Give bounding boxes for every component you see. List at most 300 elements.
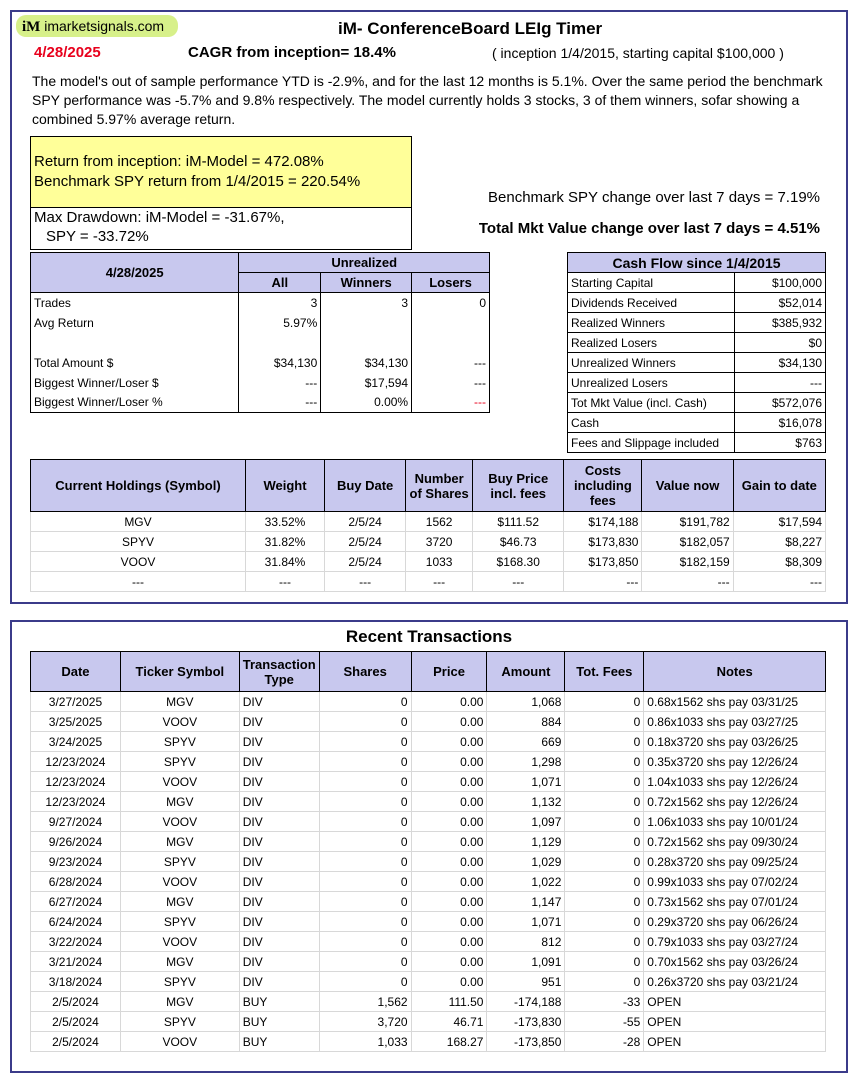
transaction-row bbox=[31, 812, 826, 832]
tx-price: 168.27 bbox=[411, 1032, 487, 1052]
transaction-row bbox=[31, 912, 826, 932]
holdings-col-value-now: Value now bbox=[642, 460, 733, 512]
tx-ticker: MGV bbox=[120, 792, 239, 812]
transactions-title: Recent Transactions bbox=[345, 627, 513, 646]
cash-flow-label: Unrealized Losers bbox=[568, 373, 735, 393]
tx-amount: 1,068 bbox=[487, 692, 565, 712]
holding-symbol: VOOV bbox=[31, 552, 246, 572]
cash-flow-value: $572,076 bbox=[735, 393, 826, 413]
tx-ticker: SPYV bbox=[120, 732, 239, 752]
transaction-row bbox=[31, 952, 826, 972]
holdings-col-buy-price: Buy Price incl. fees bbox=[473, 460, 564, 512]
winners-value bbox=[321, 333, 412, 353]
tx-price: 0.00 bbox=[411, 792, 487, 812]
holdings-col-costs: Costs including fees bbox=[564, 460, 642, 512]
tx-type: DIV bbox=[239, 712, 319, 732]
tx-fees: 0 bbox=[565, 812, 644, 832]
tx-fees: 0 bbox=[565, 752, 644, 772]
holding-gain: $17,594 bbox=[733, 512, 825, 532]
tx-fees: -33 bbox=[565, 992, 644, 1012]
all-value: 3 bbox=[239, 293, 321, 313]
transaction-row bbox=[31, 992, 826, 1012]
holding-shares: 1033 bbox=[406, 552, 473, 572]
tx-type: DIV bbox=[239, 732, 319, 752]
tx-amount: -173,830 bbox=[487, 1012, 565, 1032]
benchmark-return: Benchmark SPY return from 1/4/2015 = 220.54% bbox=[34, 173, 361, 190]
tx-fees: 0 bbox=[565, 792, 644, 812]
tx-ticker: MGV bbox=[120, 992, 239, 1012]
tx-ticker: SPYV bbox=[120, 972, 239, 992]
tx-notes: 0.29x3720 shs pay 06/26/24 bbox=[644, 912, 826, 932]
tx-price: 0.00 bbox=[411, 852, 487, 872]
tx-shares: 0 bbox=[319, 912, 411, 932]
tx-amount: 1,129 bbox=[487, 832, 565, 852]
tx-price: 0.00 bbox=[411, 732, 487, 752]
holding-buy-price: $111.52 bbox=[473, 512, 564, 532]
unrealized-table bbox=[30, 252, 490, 413]
cash-flow-label: Tot Mkt Value (incl. Cash) bbox=[568, 393, 735, 413]
tx-date: 2/5/2024 bbox=[31, 1012, 121, 1032]
losers-value bbox=[412, 333, 490, 353]
holdings-col-weight: Weight bbox=[245, 460, 324, 512]
all-value: $34,130 bbox=[239, 353, 321, 373]
tx-notes: 1.06x1033 shs pay 10/01/24 bbox=[644, 812, 826, 832]
tx-col-fees: Tot. Fees bbox=[565, 652, 644, 692]
unrealized-row bbox=[31, 373, 490, 393]
tx-price: 0.00 bbox=[411, 692, 487, 712]
tx-shares: 1,562 bbox=[319, 992, 411, 1012]
tx-notes: 1.04x1033 shs pay 12/26/24 bbox=[644, 772, 826, 792]
holdings-table bbox=[30, 459, 826, 592]
tx-notes: 0.72x1562 shs pay 09/30/24 bbox=[644, 832, 826, 852]
tx-notes: 0.72x1562 shs pay 12/26/24 bbox=[644, 792, 826, 812]
cash-flow-value: $34,130 bbox=[735, 353, 826, 373]
logo-text: imarketsignals.com bbox=[44, 18, 165, 34]
tx-date: 6/28/2024 bbox=[31, 872, 121, 892]
tx-notes: OPEN bbox=[644, 1012, 826, 1032]
timer-summary-panel bbox=[10, 10, 848, 604]
cash-flow-table bbox=[567, 252, 826, 453]
all-value bbox=[239, 333, 321, 353]
tx-date: 3/18/2024 bbox=[31, 972, 121, 992]
tx-shares: 0 bbox=[319, 792, 411, 812]
all-value: --- bbox=[239, 373, 321, 393]
holding-buy-price: $46.73 bbox=[473, 532, 564, 552]
holding-shares: --- bbox=[406, 572, 473, 592]
tx-date: 2/5/2024 bbox=[31, 1032, 121, 1052]
tx-col-price: Price bbox=[411, 652, 487, 692]
tx-price: 0.00 bbox=[411, 872, 487, 892]
transaction-row bbox=[31, 692, 826, 712]
tx-amount: 1,091 bbox=[487, 952, 565, 972]
tx-date: 3/21/2024 bbox=[31, 952, 121, 972]
tx-fees: 0 bbox=[565, 732, 644, 752]
transaction-row bbox=[31, 972, 826, 992]
tx-fees: -28 bbox=[565, 1032, 644, 1052]
holding-shares: 1562 bbox=[406, 512, 473, 532]
tx-price: 46.71 bbox=[411, 1012, 487, 1032]
tx-fees: 0 bbox=[565, 852, 644, 872]
cash-flow-title: Cash Flow since 1/4/2015 bbox=[568, 253, 826, 273]
cash-flow-label: Fees and Slippage included bbox=[568, 433, 735, 453]
col-winners-header: Winners bbox=[321, 273, 412, 293]
tx-price: 0.00 bbox=[411, 892, 487, 912]
tx-notes: 0.99x1033 shs pay 07/02/24 bbox=[644, 872, 826, 892]
row-label: Biggest Winner/Loser % bbox=[31, 393, 239, 413]
tx-type: DIV bbox=[239, 872, 319, 892]
tx-col-date: Date bbox=[31, 652, 121, 692]
tx-fees: 0 bbox=[565, 692, 644, 712]
transaction-row bbox=[31, 872, 826, 892]
tx-date: 3/22/2024 bbox=[31, 932, 121, 952]
holding-value-now: --- bbox=[642, 572, 733, 592]
mkt-7day-change: Total Mkt Value change over last 7 days = 4.51% bbox=[478, 220, 820, 237]
transaction-row bbox=[31, 712, 826, 732]
tx-date: 3/27/2025 bbox=[31, 692, 121, 712]
tx-ticker: MGV bbox=[120, 892, 239, 912]
holding-value-now: $182,159 bbox=[642, 552, 733, 572]
tx-price: 111.50 bbox=[411, 992, 487, 1012]
losers-value: --- bbox=[412, 393, 490, 413]
losers-value bbox=[412, 313, 490, 333]
cash-flow-value: $763 bbox=[735, 433, 826, 453]
tx-date: 9/26/2024 bbox=[31, 832, 121, 852]
tx-shares: 0 bbox=[319, 712, 411, 732]
tx-type: DIV bbox=[239, 812, 319, 832]
unrealized-row bbox=[31, 393, 490, 413]
tx-notes: 0.26x3720 shs pay 03/21/24 bbox=[644, 972, 826, 992]
returns-box bbox=[30, 136, 412, 208]
tx-amount: 1,029 bbox=[487, 852, 565, 872]
holding-buy-date: --- bbox=[325, 572, 406, 592]
tx-date: 2/5/2024 bbox=[31, 992, 121, 1012]
tx-notes: 0.70x1562 shs pay 03/26/24 bbox=[644, 952, 826, 972]
tx-fees: -55 bbox=[565, 1012, 644, 1032]
cash-flow-label: Realized Losers bbox=[568, 333, 735, 353]
tx-date: 9/23/2024 bbox=[31, 852, 121, 872]
tx-shares: 0 bbox=[319, 732, 411, 752]
cash-flow-row bbox=[568, 353, 826, 373]
transaction-row bbox=[31, 752, 826, 772]
tx-fees: 0 bbox=[565, 932, 644, 952]
holdings-col-shares: Number of Shares bbox=[406, 460, 473, 512]
tx-ticker: VOOV bbox=[120, 1032, 239, 1052]
tx-price: 0.00 bbox=[411, 812, 487, 832]
tx-price: 0.00 bbox=[411, 832, 487, 852]
unrealized-row bbox=[31, 313, 490, 333]
tx-ticker: MGV bbox=[120, 952, 239, 972]
tx-amount: 669 bbox=[487, 732, 565, 752]
transaction-row bbox=[31, 1032, 826, 1052]
losers-value: --- bbox=[412, 353, 490, 373]
holding-symbol: SPYV bbox=[31, 532, 246, 552]
tx-type: DIV bbox=[239, 772, 319, 792]
tx-amount: 1,298 bbox=[487, 752, 565, 772]
transactions-table bbox=[30, 651, 826, 1052]
tx-type: DIV bbox=[239, 972, 319, 992]
tx-date: 6/24/2024 bbox=[31, 912, 121, 932]
holding-costs: $174,188 bbox=[564, 512, 642, 532]
cash-flow-value: $0 bbox=[735, 333, 826, 353]
transaction-row bbox=[31, 852, 826, 872]
row-label: Avg Return bbox=[31, 313, 239, 333]
tx-col-shares: Shares bbox=[319, 652, 411, 692]
tx-amount: 812 bbox=[487, 932, 565, 952]
tx-notes: 0.35x3720 shs pay 12/26/24 bbox=[644, 752, 826, 772]
cash-flow-row bbox=[568, 413, 826, 433]
spy-7day-change: Benchmark SPY change over last 7 days = 7.19% bbox=[488, 189, 820, 206]
report-date: 4/28/2025 bbox=[34, 44, 101, 61]
cash-flow-label: Realized Winners bbox=[568, 313, 735, 333]
unrealized-row bbox=[31, 293, 490, 313]
tx-price: 0.00 bbox=[411, 712, 487, 732]
tx-date: 6/27/2024 bbox=[31, 892, 121, 912]
tx-type: DIV bbox=[239, 912, 319, 932]
tx-fees: 0 bbox=[565, 952, 644, 972]
tx-date: 12/23/2024 bbox=[31, 772, 121, 792]
tx-type: DIV bbox=[239, 892, 319, 912]
tx-notes: 0.28x3720 shs pay 09/25/24 bbox=[644, 852, 826, 872]
tx-shares: 0 bbox=[319, 892, 411, 912]
tx-notes: 0.68x1562 shs pay 03/31/25 bbox=[644, 692, 826, 712]
holding-gain: $8,309 bbox=[733, 552, 825, 572]
tx-date: 12/23/2024 bbox=[31, 792, 121, 812]
tx-date: 12/23/2024 bbox=[31, 752, 121, 772]
tx-notes: 0.79x1033 shs pay 03/27/24 bbox=[644, 932, 826, 952]
transaction-row bbox=[31, 932, 826, 952]
tx-ticker: MGV bbox=[120, 692, 239, 712]
holding-buy-date: 2/5/24 bbox=[325, 512, 406, 532]
tx-ticker: SPYV bbox=[120, 752, 239, 772]
tx-shares: 0 bbox=[319, 812, 411, 832]
holdings-col-gain: Gain to date bbox=[733, 460, 825, 512]
tx-price: 0.00 bbox=[411, 972, 487, 992]
tx-type: DIV bbox=[239, 852, 319, 872]
tx-price: 0.00 bbox=[411, 912, 487, 932]
transactions-body bbox=[31, 692, 826, 1052]
all-value: 5.97% bbox=[239, 313, 321, 333]
tx-amount: 884 bbox=[487, 712, 565, 732]
cash-flow-row bbox=[568, 373, 826, 393]
tx-type: DIV bbox=[239, 752, 319, 772]
tx-fees: 0 bbox=[565, 912, 644, 932]
unrealized-row bbox=[31, 333, 490, 353]
holding-buy-date: 2/5/24 bbox=[325, 532, 406, 552]
holdings-row bbox=[31, 512, 826, 532]
tx-fees: 0 bbox=[565, 872, 644, 892]
cash-flow-label: Cash bbox=[568, 413, 735, 433]
tx-amount: 1,147 bbox=[487, 892, 565, 912]
row-label: Trades bbox=[31, 293, 239, 313]
unrealized-group-header: Unrealized bbox=[239, 253, 490, 273]
tx-price: 0.00 bbox=[411, 932, 487, 952]
logo-im-mark: iM bbox=[22, 19, 41, 35]
tx-type: BUY bbox=[239, 992, 319, 1012]
cash-flow-row bbox=[568, 333, 826, 353]
transaction-row bbox=[31, 772, 826, 792]
tx-shares: 0 bbox=[319, 872, 411, 892]
cash-flow-row bbox=[568, 293, 826, 313]
holdings-col-symbol: Current Holdings (Symbol) bbox=[31, 460, 246, 512]
tx-type: BUY bbox=[239, 1012, 319, 1032]
tx-notes: OPEN bbox=[644, 992, 826, 1012]
tx-date: 3/25/2025 bbox=[31, 712, 121, 732]
drawdown-box bbox=[30, 208, 412, 250]
tx-amount: 1,071 bbox=[487, 912, 565, 932]
row-label bbox=[31, 333, 239, 353]
spy-drawdown: SPY = -33.72% bbox=[46, 228, 149, 245]
performance-summary: The model's out of sample performance YTD is -2.9%, and for the last 12 months is 5.1%. Over the same period the benchmark SPY performance was -5.7% and 9.8% respectively. The model currently holds 3 stocks, 3 of them winners, sofar showing a combined 5.97% average return. bbox=[32, 73, 823, 127]
tx-fees: 0 bbox=[565, 892, 644, 912]
tx-type: DIV bbox=[239, 952, 319, 972]
holding-symbol: --- bbox=[31, 572, 246, 592]
winners-value: 0.00% bbox=[321, 393, 412, 413]
tx-ticker: SPYV bbox=[120, 1012, 239, 1032]
holding-value-now: $191,782 bbox=[642, 512, 733, 532]
cash-flow-value: $385,932 bbox=[735, 313, 826, 333]
transaction-row bbox=[31, 832, 826, 852]
winners-value bbox=[321, 313, 412, 333]
tx-amount: 1,097 bbox=[487, 812, 565, 832]
holdings-row bbox=[31, 552, 826, 572]
tx-col-type: Transaction Type bbox=[239, 652, 319, 692]
cash-flow-row bbox=[568, 313, 826, 333]
cagr-text: CAGR from inception= 18.4% bbox=[188, 44, 396, 61]
holding-symbol: MGV bbox=[31, 512, 246, 532]
tx-col-notes: Notes bbox=[644, 652, 826, 692]
tx-price: 0.00 bbox=[411, 752, 487, 772]
winners-value: $34,130 bbox=[321, 353, 412, 373]
holding-weight: 31.82% bbox=[245, 532, 324, 552]
cash-flow-label: Unrealized Winners bbox=[568, 353, 735, 373]
holding-costs: --- bbox=[564, 572, 642, 592]
site-logo[interactable] bbox=[16, 15, 178, 37]
tx-shares: 0 bbox=[319, 752, 411, 772]
model-drawdown: Max Drawdown: iM-Model = -31.67%, bbox=[34, 209, 285, 226]
tx-shares: 0 bbox=[319, 952, 411, 972]
tx-date: 3/24/2025 bbox=[31, 732, 121, 752]
tx-notes: 0.18x3720 shs pay 03/26/25 bbox=[644, 732, 826, 752]
tx-ticker: SPYV bbox=[120, 912, 239, 932]
inception-text: ( inception 1/4/2015, starting capital $100,000 ) bbox=[492, 45, 784, 61]
tx-amount: 1,071 bbox=[487, 772, 565, 792]
tx-price: 0.00 bbox=[411, 952, 487, 972]
tx-shares: 0 bbox=[319, 852, 411, 872]
cash-flow-row bbox=[568, 393, 826, 413]
transaction-row bbox=[31, 892, 826, 912]
tx-shares: 0 bbox=[319, 832, 411, 852]
tx-amount: -174,188 bbox=[487, 992, 565, 1012]
tx-shares: 3,720 bbox=[319, 1012, 411, 1032]
tx-fees: 0 bbox=[565, 832, 644, 852]
transaction-row bbox=[31, 732, 826, 752]
holding-shares: 3720 bbox=[406, 532, 473, 552]
col-losers-header: Losers bbox=[412, 273, 490, 293]
tx-fees: 0 bbox=[565, 712, 644, 732]
tx-amount: 1,022 bbox=[487, 872, 565, 892]
losers-value: 0 bbox=[412, 293, 490, 313]
tx-shares: 0 bbox=[319, 932, 411, 952]
page-title: iM- ConferenceBoard LEIg Timer bbox=[338, 19, 603, 38]
holding-weight: 31.84% bbox=[245, 552, 324, 572]
cash-flow-label: Starting Capital bbox=[568, 273, 735, 293]
holdings-col-buy-date: Buy Date bbox=[325, 460, 406, 512]
tx-col-ticker: Ticker Symbol bbox=[120, 652, 239, 692]
tx-fees: 0 bbox=[565, 972, 644, 992]
holding-weight: 33.52% bbox=[245, 512, 324, 532]
holding-weight: --- bbox=[245, 572, 324, 592]
transaction-row bbox=[31, 1012, 826, 1032]
holdings-row bbox=[31, 532, 826, 552]
tx-notes: 0.73x1562 shs pay 07/01/24 bbox=[644, 892, 826, 912]
tx-type: DIV bbox=[239, 932, 319, 952]
cash-flow-label: Dividends Received bbox=[568, 293, 735, 313]
tx-ticker: VOOV bbox=[120, 712, 239, 732]
tx-type: DIV bbox=[239, 832, 319, 852]
holding-gain: --- bbox=[733, 572, 825, 592]
losers-value: --- bbox=[412, 373, 490, 393]
cash-flow-row bbox=[568, 273, 826, 293]
winners-value: $17,594 bbox=[321, 373, 412, 393]
model-return: Return from inception: iM-Model = 472.08% bbox=[34, 153, 324, 170]
holdings-row bbox=[31, 572, 826, 592]
cash-flow-value: $100,000 bbox=[735, 273, 826, 293]
tx-shares: 0 bbox=[319, 972, 411, 992]
col-all-header: All bbox=[239, 273, 321, 293]
tx-ticker: SPYV bbox=[120, 852, 239, 872]
winners-value: 3 bbox=[321, 293, 412, 313]
tx-col-amount: Amount bbox=[487, 652, 565, 692]
holding-gain: $8,227 bbox=[733, 532, 825, 552]
holding-buy-price: $168.30 bbox=[473, 552, 564, 572]
all-value: --- bbox=[239, 393, 321, 413]
holding-buy-date: 2/5/24 bbox=[325, 552, 406, 572]
cash-flow-value: --- bbox=[735, 373, 826, 393]
tx-type: BUY bbox=[239, 1032, 319, 1052]
tx-ticker: VOOV bbox=[120, 812, 239, 832]
recent-transactions-panel bbox=[10, 620, 848, 1073]
tx-amount: 1,132 bbox=[487, 792, 565, 812]
holding-buy-price: --- bbox=[473, 572, 564, 592]
tx-fees: 0 bbox=[565, 772, 644, 792]
row-label: Total Amount $ bbox=[31, 353, 239, 373]
tx-shares: 1,033 bbox=[319, 1032, 411, 1052]
unrealized-date-header: 4/28/2025 bbox=[31, 253, 239, 293]
tx-notes: OPEN bbox=[644, 1032, 826, 1052]
tx-shares: 0 bbox=[319, 772, 411, 792]
cash-flow-row bbox=[568, 433, 826, 453]
tx-notes: 0.86x1033 shs pay 03/27/25 bbox=[644, 712, 826, 732]
tx-price: 0.00 bbox=[411, 772, 487, 792]
cash-flow-value: $52,014 bbox=[735, 293, 826, 313]
tx-ticker: VOOV bbox=[120, 772, 239, 792]
unrealized-row bbox=[31, 353, 490, 373]
holding-costs: $173,830 bbox=[564, 532, 642, 552]
tx-amount: 951 bbox=[487, 972, 565, 992]
row-label: Biggest Winner/Loser $ bbox=[31, 373, 239, 393]
cash-flow-value: $16,078 bbox=[735, 413, 826, 433]
holding-value-now: $182,057 bbox=[642, 532, 733, 552]
tx-ticker: MGV bbox=[120, 832, 239, 852]
tx-ticker: VOOV bbox=[120, 872, 239, 892]
tx-ticker: VOOV bbox=[120, 932, 239, 952]
tx-amount: -173,850 bbox=[487, 1032, 565, 1052]
tx-type: DIV bbox=[239, 792, 319, 812]
transaction-row bbox=[31, 792, 826, 812]
tx-date: 9/27/2024 bbox=[31, 812, 121, 832]
tx-type: DIV bbox=[239, 692, 319, 712]
tx-shares: 0 bbox=[319, 692, 411, 712]
